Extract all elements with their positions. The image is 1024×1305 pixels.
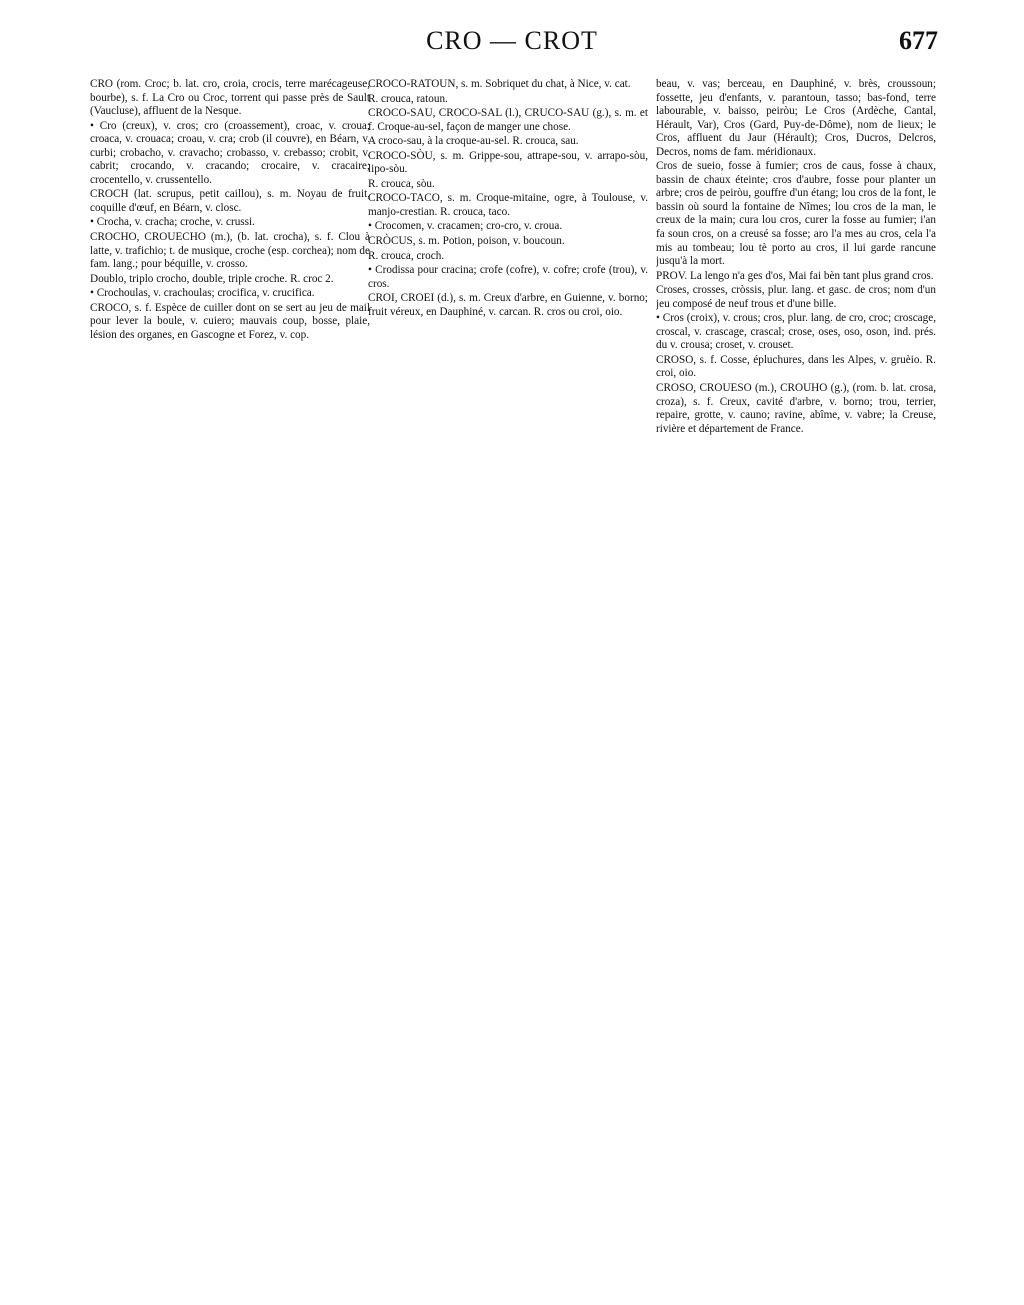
entry-paragraph: Doublo, triplo crocho, double, triple croche. R. croc 2.	[90, 272, 334, 285]
page-number: 677	[899, 26, 938, 55]
entry-paragraph: CROI, CROEI (d.), s. m. Creux d'arbre, en Guienne, v. borno; fruit véreux, en Dauphiné, v. carcan. R. cros ou croi, oio.	[368, 292, 648, 318]
entry-paragraph: beau, v. vas; berceau, en Dauphiné, v. brès, croussoun; fossette, jeu d'enfants, v. parantoun, tasso; bas-fond, terre labourable, v. baisso, peiròu; Le Cros (Ardèche, Cantal, Hérault, Var), Cros (Gard, Puy-de-Dôme), nom de lieux; le Cros, affluent du Jaur (Hérault); Cros, Ducros, Delcros, Decros, noms de fam. méridionaux.	[656, 78, 936, 158]
entry-paragraph: • Crocomen, v. cracamen; cro-cro, v. croua.	[368, 220, 563, 233]
entry-paragraph: • Cro (creux), v. cros; cro (croassement), croac, v. croua; croaca, v. crouaca; croau, v. cra; crob (il couvre), en Béarn, v. curbi; crobacho, v. cravacho; crobasso, v. crebasso; crobit, v. cabrit; crocando, v. cracando; crocaire, v. cracaire; crocentello, v. crussentello.	[90, 119, 370, 186]
page-header	[0, 22, 1024, 62]
entry-paragraph: R. crouca, ratoun.	[368, 92, 448, 105]
entry-paragraph: R. crouca, sòu.	[368, 177, 435, 190]
entry-paragraph: CRÒCUS, s. m. Potion, poison, v. boucoun.	[368, 235, 565, 248]
entry-paragraph: CROCH (lat. scrupus, petit caillou), s. m. Noyau de fruit, coquille d'œuf, en Béarn, v. closc.	[90, 188, 370, 214]
entry-paragraph: CROCO-RATOUN, s. m. Sobriquet du chat, à Nice, v. cat.	[368, 78, 631, 90]
entry-paragraph: Croses, crosses, cròssis, plur. lang. et gasc. de cros; nom d'un jeu composé de neuf trous et d'une bille.	[656, 284, 936, 310]
entry-paragraph: Cros de sueio, fosse à fumier; cros de caus, fosse à chaux, bassin de chaux éteinte; cros d'aubre, fosse pour planter un arbre; cros de peiròu, gouffre d'un étang; lou cros de la font, le bassin où sourd la fontaine de Nîmes; lou cros de la man, le creux de la main; cura lou cros, curer la fosse au fumier; i'an fa soun cros, on a creusé sa fosse; aro l'a mes au cros, cela l'a mis au tombeau; lou tè porto au cros, il lui garde rancune jusqu'à la mort.	[656, 160, 936, 268]
entry-paragraph: R. crouca, croch.	[368, 249, 445, 262]
entry-paragraph: • Cros (croix), v. crous; cros, plur. lang. de cro, croc; croscage, croscal, v. crascage, crascal; crose, oses, oso, oson, ind. prés. du v. crousa; croset, v. crouset.	[656, 312, 936, 352]
text-column-2	[368, 78, 648, 1283]
entry-paragraph: • Crocha, v. cracha; croche, v. crussi.	[90, 216, 255, 229]
entry-paragraph: • Crodissa pour cracina; crofe (cofre), v. cofre; crofe (trou), v. cros.	[368, 264, 648, 290]
running-title: CRO — CROT	[426, 26, 598, 55]
entry-paragraph: CROCO-SÒU, s. m. Grippe-sou, attrape-sou, v. arrapo-sòu, lipo-sòu.	[368, 149, 648, 176]
text-column-3	[656, 78, 936, 1283]
entry-paragraph: CROCO-TACO, s. m. Croque-mitaine, ogre, à Toulouse, v. manjo-crestian. R. crouca, taco.	[368, 192, 648, 218]
entry-paragraph: CROCHO, CROUECHO (m.), (b. lat. crocha), s. f. Clou à latte, v. trafichio; t. de musique, croche (esp. corchea); nom de fam. lang.; pour béquille, v. crosso.	[90, 231, 370, 271]
entry-paragraph: CROCO, s. f. Espèce de cuiller dont on se sert au jeu de mail pour lever la boule, v. cuiero; mauvais coup, bosse, plaie, lésion des organes, en Gascogne et Forez, v. cop.	[90, 301, 370, 341]
entry-paragraph: • Crochoulas, v. crachoulas; crocifica, v. crucifica.	[90, 287, 315, 300]
entry-paragraph: PROV. La lengo n'a ges d'os, Mai fai bèn tant plus grand cros.	[656, 269, 934, 282]
entry-paragraph: CROSO, s. f. Cosse, épluchures, dans les Alpes, v. gruèio. R. croi, oio.	[656, 353, 936, 380]
entry-paragraph: CRO (rom. Croc; b. lat. cro, croia, crocis, terre marécageuse, bourbe), s. f. La Cro ou Croc, torrent qui passe près de Sault (Vaucluse), affluent de la Nesque.	[90, 78, 370, 118]
entry-paragraph: CROSO, CROUESO (m.), CROUHO (g.), (rom. b. lat. crosa, croza), s. f. Creux, cavité d'arbre, v. borno; trou, terrier, repaire, grotte, v. cauno; ravine, abîme, v. vabre; la Creuse, rivière et département de France.	[656, 382, 936, 435]
text-column-1	[90, 78, 370, 1283]
entry-paragraph: CROCO-SAU, CROCO-SAL (l.), CRUCO-SAU (g.), s. m. et f. Croque-au-sel, façon de manger une chose.	[368, 107, 648, 133]
entry-paragraph: A croco-sau, à la croque-au-sel. R. crouca, sau.	[368, 135, 579, 148]
